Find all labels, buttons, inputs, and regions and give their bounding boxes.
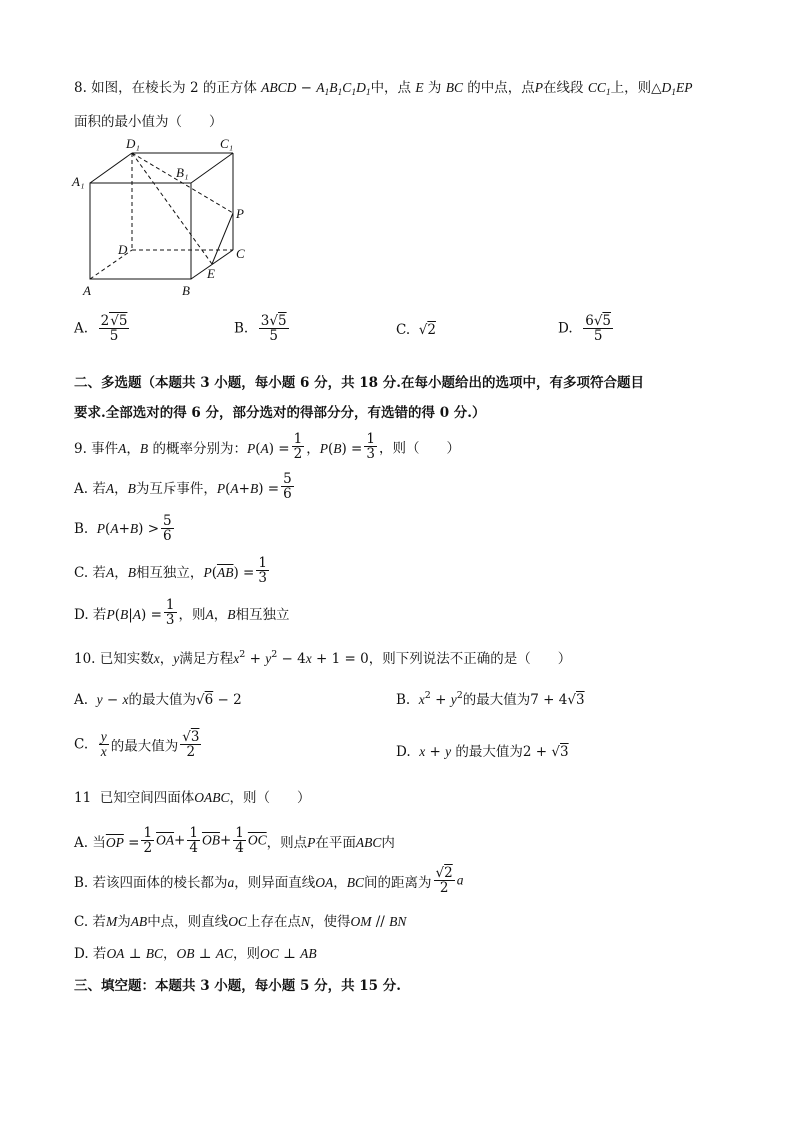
q8-stem-line1: 8. 如图，在棱长为 2 的正方体 ABCD − $A_1B_1C_1D_1$中，点 E 为 BC 的中点，点P在线段 $CC_1$上，则$\triangle D_1EP$ <box>74 80 693 98</box>
label-E: E <box>207 266 215 281</box>
section2-heading-line1: 二、多选题（本题共 3 小题，每小题 6 分，共 18 分.在每小题给出的选项中，有多项符合题目 <box>74 375 644 391</box>
q9-option-d[interactable]: D. 若P(B|A) = $\frac{1}{3}$ ，则A，B相互独立 <box>74 597 290 629</box>
label-D: D <box>118 242 128 257</box>
q11-option-a[interactable]: A. 当$\overline{OP}$ = $\frac{1}{2}$ $\overline{OA}+$ $\frac{1}{4}$ $\overline{OB}+$ $\frac{1}{4}$ $\overline{OC}$，则点P在平面ABC内 <box>74 825 395 857</box>
q11-stem: 11 已知空间四面体OABC，则（ ） <box>74 790 311 806</box>
q10-stem: 10. 已知实数x，y满足方程$x^2 + y^2 - 4x + 1 = 0$，则下列说法不正确的是（ ） <box>74 649 572 667</box>
q9-option-a[interactable]: A. 若A，B为互斥事件，P(A+B) = $\frac{5}{6}$ <box>74 471 292 503</box>
q9-stem: 9. 事件A，B 的概率分别为：P(A) = $\frac{1}{2}$ ，P(B) = $\frac{1}{3}$ ，则（ ） <box>74 431 460 463</box>
label-P: P <box>236 206 244 221</box>
label-B: B <box>182 283 190 298</box>
q11-option-b[interactable]: B. 若该四面体的棱长都为a，则异面直线OA，BC间的距离为 $\frac{√2}{2}$ a <box>74 865 464 897</box>
q8-option-b[interactable]: B. $\frac{3√5}{5}$ <box>234 313 287 345</box>
label-A1: A₁ <box>72 174 85 189</box>
label-C1: C₁ <box>220 136 234 151</box>
q11-option-d[interactable]: D. 若OA ⊥ BC，OB ⊥ AC，则OC ⊥ AB <box>74 946 317 962</box>
section3-heading: 三、填空题：本题共 3 小题，每小题 5 分，共 15 分. <box>74 978 401 994</box>
q8-option-a[interactable]: A. $\frac{2√5}{5}$ <box>74 313 128 345</box>
label-C: C <box>236 246 245 261</box>
q9-option-c[interactable]: C. 若A，B相互独立，$P(\overline{AB})$ = $\frac{1}{3}$ <box>74 555 267 587</box>
cube-front-face <box>90 183 191 279</box>
label-A: A <box>83 283 91 298</box>
q8-text-a: 如图，在棱长为 2 的正方体 <box>91 80 262 96</box>
label-D1: D₁ <box>126 136 140 151</box>
q9-option-b[interactable]: B. P(A+B) > $\frac{5}{6}$ <box>74 513 172 545</box>
q8-option-c[interactable]: C. √2 <box>396 322 436 338</box>
q10-option-a[interactable]: A. y − x的最大值为√6 − 2 <box>74 692 242 708</box>
section2-heading-line2: 要求.全部选对的得 6 分，部分选对的得部分分，有选错的得 0 分.） <box>74 405 486 421</box>
label-B1: B₁ <box>176 165 189 180</box>
q8-cube-name: ABCD <box>261 80 297 95</box>
q10-option-d[interactable]: D. x + y 的最大值为2 + √3 <box>396 744 569 760</box>
q8-number: 8. <box>74 80 92 96</box>
q8-option-d[interactable]: D. $\frac{6√5}{5}$ <box>558 313 612 345</box>
q10-option-c[interactable]: C. $\frac{y}{x}$ 的最大值为 $\frac{√3}{2}$ <box>74 729 200 761</box>
q10-option-b[interactable]: B. $x^2 + y^2$的最大值为7 + 4√3 <box>396 690 585 708</box>
cube-figure <box>70 136 260 302</box>
q8-stem-line2: 面积的最小值为（ ） <box>74 114 223 130</box>
q11-option-c[interactable]: C. 若M为AB中点，则直线OC上存在点N，使得OM // BN <box>74 914 407 930</box>
